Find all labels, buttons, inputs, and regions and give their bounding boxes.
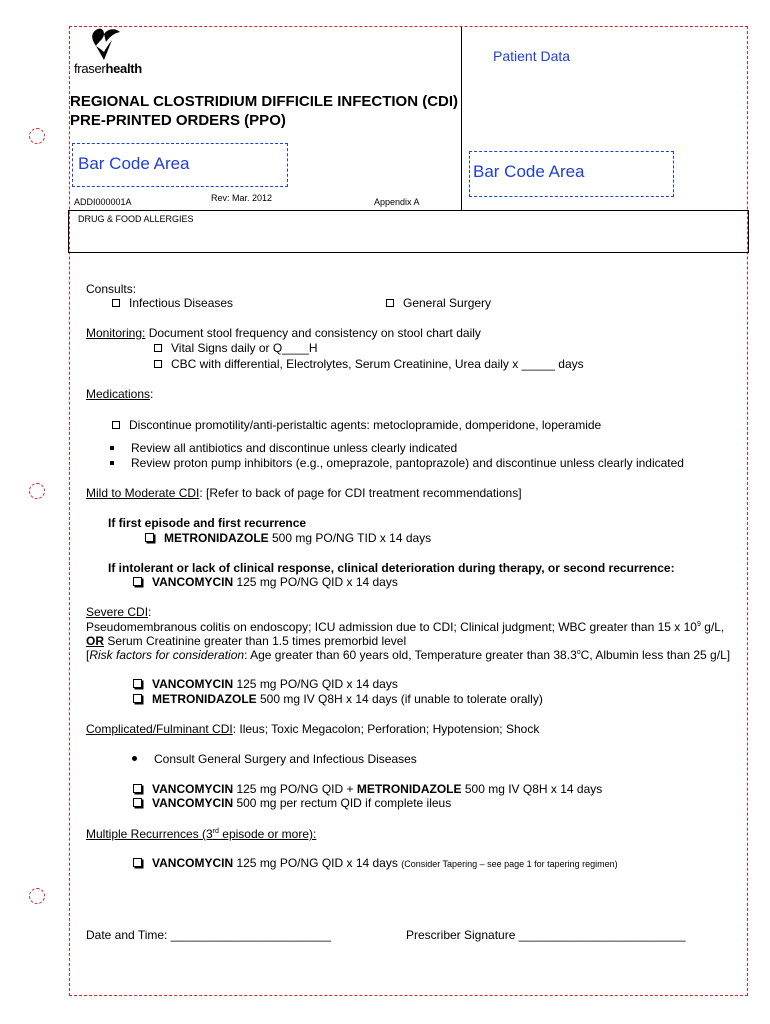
allergies-label: DRUG & FOOD ALLERGIES — [78, 214, 194, 224]
header-divider-vertical — [461, 27, 462, 210]
monitoring-text: Document stool frequency and consistency on stool chart daily — [148, 326, 481, 340]
header-bottom-rule — [68, 210, 749, 211]
mild-subheading1: If first episode and first recurrence — [108, 516, 307, 530]
monitoring-option2-label: CBC with differential, Electrolytes, Serum Creatinine, Urea daily x _____ days — [171, 357, 584, 371]
punch-hole-bottom — [29, 888, 45, 904]
date-time-field[interactable]: Date and Time: ________________________ — [86, 928, 331, 942]
drug-name: METRONIDAZOLE — [164, 531, 269, 545]
severe-criteria-creatinine: Serum Creatinine greater than 1.5 times premorbid level — [104, 634, 407, 648]
drug-dose: 125 mg PO/NG QID + — [233, 782, 357, 796]
recurrences-order-vancomycin[interactable] — [133, 856, 618, 871]
barcode-area-left — [72, 143, 288, 187]
square-bullet-icon — [110, 446, 114, 450]
complicated-heading-line — [86, 722, 539, 736]
recurrences-heading-end: episode or more): — [218, 827, 317, 841]
superscript: rd — [212, 828, 219, 835]
medication-review-antibiotics — [110, 441, 457, 455]
logo-text-bold: health — [105, 61, 142, 76]
consult-general-surgery[interactable] — [386, 296, 491, 310]
checkbox-icon[interactable] — [133, 784, 142, 793]
severe-heading-line — [86, 605, 151, 619]
prescriber-signature-field[interactable]: Prescriber Signature _________________________ — [406, 928, 686, 942]
superscript: 9 — [696, 621, 701, 628]
checkbox-icon[interactable] — [154, 344, 162, 352]
severe-criteria-text: Pseudomembranous colitis on endoscopy; ICU admission due to CDI; Clinical judgment; WBC greater than 15 x 10 — [86, 620, 697, 634]
superscript: o — [576, 649, 581, 656]
risk-factors-text-end: C, Albumin less than 25 g/L] — [580, 648, 731, 662]
checkbox-icon[interactable] — [154, 360, 162, 368]
severe-heading: Severe CDI — [86, 605, 149, 619]
consult-option1-label: Infectious Diseases — [129, 296, 234, 310]
allergies-left-rule — [68, 210, 69, 252]
complicated-consult — [132, 752, 417, 766]
consults-heading: Consults: — [86, 282, 137, 296]
barcode-area-right — [469, 151, 674, 197]
checkbox-icon[interactable] — [133, 577, 142, 586]
severe-colon: : — [148, 605, 152, 619]
allergies-right-rule — [748, 210, 749, 252]
mild-order-metronidazole[interactable] — [145, 531, 431, 545]
risk-factors-text: : Age greater than 60 years old, Temperature greater than 38.3 — [244, 648, 577, 662]
punch-hole-top — [29, 128, 45, 144]
monitoring-heading: Monitoring: — [86, 326, 146, 340]
medication-discontinue-promotility[interactable] — [112, 418, 601, 432]
square-bullet-icon — [110, 461, 114, 465]
checkbox-icon[interactable] — [112, 421, 120, 429]
drug-name: VANCOMYCIN — [152, 677, 234, 691]
logo-wordmark — [74, 61, 142, 76]
recurrences-heading-text: Multiple Recurrences (3 — [86, 827, 213, 841]
monitoring-vital-signs[interactable] — [154, 341, 318, 355]
drug-name: VANCOMYCIN — [152, 856, 234, 870]
medications-heading-line — [86, 387, 153, 401]
round-bullet-icon — [132, 756, 137, 761]
form-code: ADDI000001A — [74, 197, 132, 207]
complicated-order-rectal[interactable] — [133, 796, 451, 810]
drug-name: VANCOMYCIN — [152, 782, 234, 796]
medications-colon: : — [150, 387, 154, 401]
severe-order-vancomycin[interactable] — [133, 677, 398, 691]
mild-note: : [Refer to back of page for CDI treatment recommendations] — [199, 486, 522, 500]
barcode-area-left-label: Bar Code Area — [78, 154, 190, 173]
drug-name: VANCOMYCIN — [152, 796, 234, 810]
fraserhealth-logo-icon — [82, 26, 126, 62]
checkbox-icon[interactable] — [133, 694, 142, 703]
drug-dose: 125 mg PO/NG QID x 14 days — [233, 856, 398, 870]
form-title-line2: PRE-PRINTED ORDERS (PPO) — [70, 112, 286, 129]
medication-review-ppi — [110, 456, 684, 470]
monitoring-cbc[interactable] — [154, 357, 584, 371]
severe-criteria-unit: g/L, — [700, 620, 725, 634]
monitoring-line — [86, 326, 481, 340]
medication-item1-label: Discontinue promotility/anti-peristaltic agents: metoclopramide, domperidone, loperamide — [129, 418, 602, 432]
recurrences-heading — [86, 827, 316, 841]
drug-dose: 125 mg PO/NG QID x 14 days — [233, 677, 398, 691]
drug-dose: 500 mg IV Q8H x 14 days (if unable to tolerate orally) — [256, 692, 543, 706]
drug-dose: 500 mg per rectum QID if complete ileus — [233, 796, 452, 810]
form-title-line1: REGIONAL CLOSTRIDIUM DIFFICILE INFECTION (CDI) — [70, 93, 459, 110]
or-keyword: OR — [86, 634, 104, 648]
appendix-label: Appendix A — [374, 197, 420, 207]
mild-order-vancomycin[interactable] — [133, 575, 398, 589]
medication-item2-label: Review all antibiotics and discontinue unless clearly indicated — [131, 441, 458, 455]
monitoring-option1-label: Vital Signs daily or Q____H — [171, 341, 318, 355]
mild-subheading2: If intolerant or lack of clinical response, clinical deterioration during therapy, or second recurrence: — [108, 561, 675, 575]
mild-heading: Mild to Moderate CDI — [86, 486, 200, 500]
revision-date: Rev: Mar. 2012 — [211, 193, 273, 203]
checkbox-icon[interactable] — [112, 299, 120, 307]
severe-order-metronidazole[interactable] — [133, 692, 543, 706]
checkbox-icon[interactable] — [145, 533, 154, 542]
checkbox-icon[interactable] — [133, 679, 142, 688]
drug-name: METRONIDAZOLE — [152, 692, 257, 706]
complicated-heading: Complicated/Fulminant CDI — [86, 722, 233, 736]
checkbox-icon[interactable] — [133, 858, 142, 867]
checkbox-icon[interactable] — [386, 299, 394, 307]
allergies-bottom-rule — [68, 252, 749, 253]
drug-dose: 125 mg PO/NG QID x 14 days — [233, 575, 398, 589]
consult-option2-label: General Surgery — [403, 296, 492, 310]
complicated-text: : Ileus; Toxic Megacolon; Perforation; Hypotension; Shock — [232, 722, 540, 736]
complicated-order-combo[interactable] — [133, 782, 602, 796]
checkbox-icon[interactable] — [133, 798, 142, 807]
medication-item3-label: Review proton pump inhibitors (e.g., omeprazole, pantoprazole) and discontinue unless clearly indicated — [131, 456, 684, 470]
medications-heading: Medications — [86, 387, 151, 401]
complicated-item1-label: Consult General Surgery and Infectious Diseases — [154, 752, 417, 766]
severe-criteria-line2 — [86, 634, 406, 648]
bracket: [ — [86, 648, 90, 662]
drug-dose: 500 mg PO/NG TID x 14 days — [268, 531, 432, 545]
mild-heading-line — [86, 486, 522, 500]
logo-text-light: fraser — [74, 61, 106, 76]
tapering-note: (Consider Tapering – see page 1 for tapering regimen) — [401, 859, 618, 869]
patient-data-label: Patient Data — [493, 48, 571, 64]
drug-name-2: METRONIDAZOLE — [356, 782, 462, 796]
risk-factors-label: Risk factors for consideration — [89, 648, 245, 662]
severe-criteria-line1 — [86, 620, 724, 634]
punch-hole-middle — [29, 483, 45, 499]
drug-name: VANCOMYCIN — [152, 575, 234, 589]
barcode-area-right-label: Bar Code Area — [473, 162, 585, 181]
consult-infectious-diseases[interactable] — [112, 296, 233, 310]
drug-dose-2: 500 mg IV Q8H x 14 days — [461, 782, 603, 796]
severe-risk-factors — [86, 648, 730, 662]
